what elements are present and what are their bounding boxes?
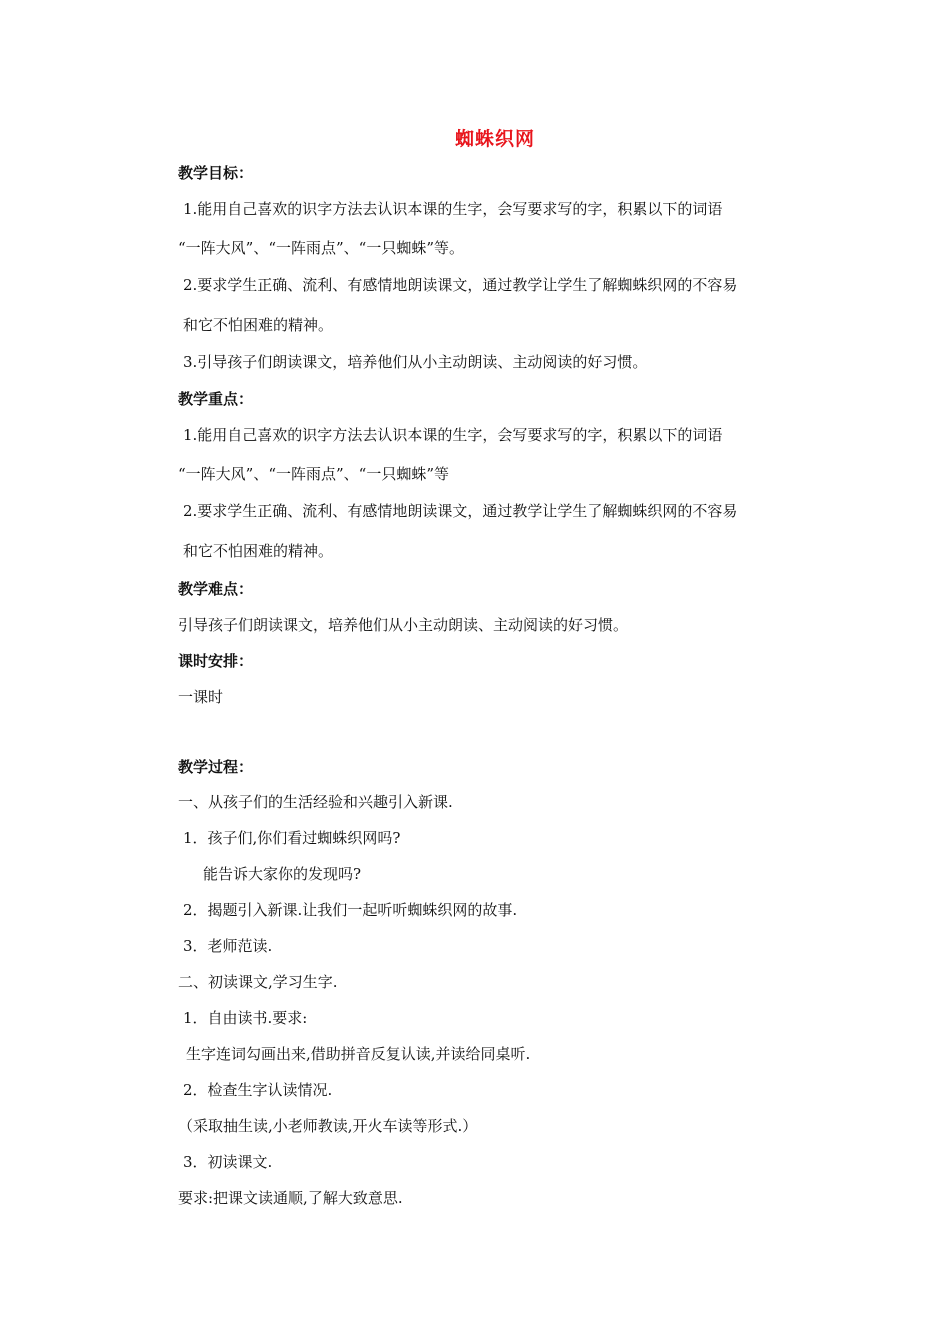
- process-p2-item-3: 3．初读课文.: [183, 1153, 273, 1171]
- difficulties-line-1: 引导孩子们朗读课文，培养他们从小主动朗读、主动阅读的好习惯。: [178, 616, 629, 634]
- process-p1-item-3: 3．老师范读.: [183, 937, 273, 955]
- process-p1-item-1: 1．孩子们,你们看过蜘蛛织网吗?: [183, 829, 401, 847]
- key-points-line-4: 和它不怕困难的精神。: [183, 542, 334, 560]
- process-p2-item-2b: （采取抽生读,小老师教读,开火车读等形式.）: [178, 1117, 478, 1135]
- document-title: 蜘蛛织网: [454, 128, 535, 150]
- goals-line-5: 3.引导孩子们朗读课文，培养他们从小主动朗读、主动阅读的好习惯。: [183, 353, 648, 371]
- section-heading-difficulties: 教学难点：: [178, 580, 254, 598]
- process-part-1: 一、从孩子们的生活经验和兴趣引入新课.: [178, 793, 453, 811]
- process-p2-item-1b: 生字连词勾画出来,借助拼音反复认读,并读给同桌听.: [186, 1045, 531, 1063]
- section-heading-key-points: 教学重点：: [178, 390, 254, 408]
- section-heading-goals: 教学目标：: [178, 164, 254, 182]
- goals-line-2: “一阵大风”、“一阵雨点”、“一只蜘蛛”等。: [178, 239, 465, 257]
- process-p2-requirement: 要求:把课文读通顺,了解大致意思.: [178, 1189, 403, 1207]
- key-points-line-3: 2.要求学生正确、流利、有感情地朗读课文，通过教学让学生了解蜘蛛织网的不容易: [183, 502, 738, 520]
- process-p2-item-2: 2．检查生字认读情况.: [183, 1081, 333, 1099]
- goals-line-1: 1.能用自己喜欢的识字方法去认识本课的生字，会写要求写的字，积累以下的词语: [183, 200, 723, 218]
- goals-line-3: 2.要求学生正确、流利、有感情地朗读课文，通过教学让学生了解蜘蛛织网的不容易: [183, 276, 738, 294]
- key-points-line-2: “一阵大风”、“一阵雨点”、“一只蜘蛛”等: [178, 465, 450, 483]
- process-part-2: 二、初读课文,学习生字.: [178, 973, 338, 991]
- section-heading-schedule: 课时安排：: [178, 652, 254, 670]
- process-p1-item-1b: 能告诉大家你的发现吗?: [203, 865, 362, 883]
- process-p2-item-1: 1．自由读书.要求:: [183, 1009, 308, 1027]
- key-points-line-1: 1.能用自己喜欢的识字方法去认识本课的生字，会写要求写的字，积累以下的词语: [183, 426, 723, 444]
- schedule-line-1: 一课时: [178, 688, 224, 706]
- section-heading-process: 教学过程：: [178, 758, 254, 776]
- process-p1-item-2: 2．揭题引入新课.让我们一起听听蜘蛛织网的故事.: [183, 901, 518, 919]
- goals-line-4: 和它不怕困难的精神。: [183, 316, 334, 334]
